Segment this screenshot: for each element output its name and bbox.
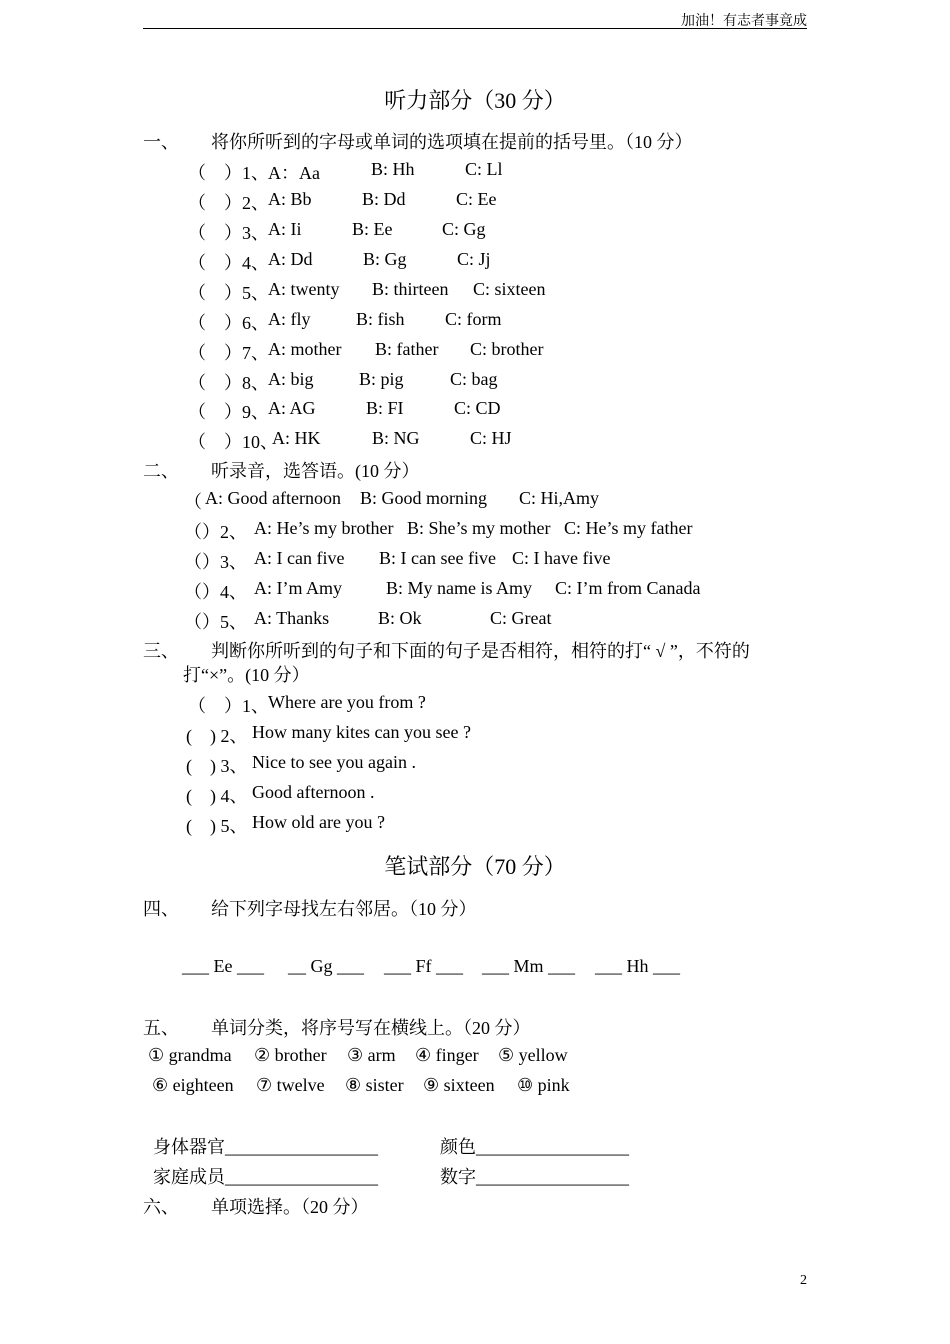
option-c: C: brother (470, 339, 544, 359)
option-a: A: twenty (268, 279, 340, 299)
section3-instruction-line1: 判断你所听到的句子和下面的句子是否相符，相符的打“ √ ”，不符的 (211, 641, 750, 661)
option-c: C: HJ (470, 428, 512, 448)
option-b: B: My name is Amy (386, 578, 533, 598)
option-b: B: NG (372, 428, 420, 448)
option-b: B: She’s my mother (407, 518, 551, 538)
section3-instruction-line2: 打“×”。(10 分） (183, 665, 310, 685)
option-a: A: mother (268, 339, 342, 359)
item-number: （ ）1、 (188, 696, 269, 716)
option-a: A: Dd (268, 249, 313, 269)
item-number: （ ）10、 (188, 432, 278, 452)
item-number: （ ）1、 (188, 163, 269, 183)
section2-number: 二、 (143, 461, 179, 481)
letter-blank: __ Gg ___ (288, 956, 364, 976)
section5-number: 五、 (143, 1018, 179, 1038)
option-a: A: AG (268, 398, 316, 418)
section6-number: 六、 (143, 1197, 179, 1217)
word-item: ⑧ sister (345, 1075, 404, 1095)
option-c: C: He’s my father (564, 518, 693, 538)
writing-section-title: 笔试部分（70 分） (384, 854, 566, 879)
page-number: 2 (800, 1273, 807, 1288)
word-item: ① grandma (148, 1045, 232, 1065)
option-c: C: I have five (512, 548, 611, 568)
item-number: （ ）6、 (188, 313, 269, 333)
option-c: C: form (445, 309, 502, 329)
item-number: （ ）3、 (188, 223, 269, 243)
letter-blank: ___ Hh ___ (595, 956, 680, 976)
option-a: A: Thanks (254, 608, 330, 628)
category-body-parts: 身体器官_________________ (153, 1137, 378, 1157)
option-a: A: Ii (268, 219, 302, 239)
option-b: B: I can see five (379, 548, 496, 568)
item-number: （ (184, 492, 202, 512)
word-item: ④ finger (415, 1045, 479, 1065)
word-item: ⑦ twelve (256, 1075, 325, 1095)
letter-blank: ___ Ff ___ (384, 956, 464, 976)
word-item: ⑨ sixteen (423, 1075, 495, 1095)
option-b: B: fish (356, 309, 405, 329)
option-c: C: Hi,Amy (519, 488, 600, 508)
word-item: ⑤ yellow (498, 1045, 568, 1065)
listening-section-title: 听力部分（30 分） (384, 88, 566, 113)
section6-instruction: 单项选择。（20 分） (211, 1197, 369, 1217)
item-number: （）3、 (184, 552, 247, 572)
option-b: B: Hh (371, 159, 415, 179)
item-number: （ ）7、 (188, 343, 269, 363)
item-sentence: Good afternoon . (252, 782, 375, 802)
header-rule (143, 28, 807, 29)
option-c: C: Gg (442, 219, 486, 239)
word-item: ⑥ eighteen (152, 1075, 234, 1095)
option-b: B: thirteen (372, 279, 449, 299)
item-sentence: How many kites can you see ? (252, 722, 471, 742)
category-colors: 颜色_________________ (440, 1137, 629, 1157)
option-a: A: HK (272, 428, 321, 448)
option-a: A: He’s my brother (254, 518, 394, 538)
section5-instruction: 单词分类，将序号写在横线上。（20 分） (211, 1018, 531, 1038)
section2-instruction: 听录音，选答语。(10 分） (211, 461, 420, 481)
option-a: A: Good afternoon (205, 488, 341, 508)
option-b: B: father (375, 339, 439, 359)
option-a: A: big (268, 369, 314, 389)
option-b: B: Ee (352, 219, 393, 239)
word-item: ③ arm (347, 1045, 396, 1065)
letter-blank: ___ Mm ___ (482, 956, 576, 976)
option-a: A: I’m Amy (254, 578, 342, 598)
option-b: B: pig (359, 369, 404, 389)
item-sentence: Where are you from ? (268, 692, 426, 712)
option-a: A: fly (268, 309, 311, 329)
section1-instruction: 将你所听到的字母或单词的选项填在提前的括号里。（10 分） (211, 132, 693, 152)
item-sentence: Nice to see you again . (252, 752, 416, 772)
option-c: C: Ll (465, 159, 503, 179)
option-c: C: Ee (456, 189, 497, 209)
item-number: （）2、 (184, 522, 247, 542)
item-number: （ ）2、 (188, 193, 269, 213)
item-sentence: How old are you ? (252, 812, 385, 832)
item-number: （）4、 (184, 582, 247, 602)
section3-number: 三、 (143, 641, 179, 661)
option-c: C: I’m from Canada (555, 578, 701, 598)
section4-instruction: 给下列字母找左右邻居。（10 分） (211, 899, 477, 919)
item-number: ( ) 4、 (186, 786, 248, 806)
category-family: 家庭成员_________________ (153, 1167, 378, 1187)
option-a: A: Bb (268, 189, 312, 209)
item-number: ( ) 5、 (186, 816, 248, 836)
option-a: A：Aa (268, 163, 320, 183)
option-c: C: sixteen (473, 279, 546, 299)
letter-blank: ___ Ee ___ (182, 956, 264, 976)
header-motto: 加油！有志者事竟成 (681, 14, 807, 29)
option-b: B: FI (366, 398, 404, 418)
category-numbers: 数字_________________ (440, 1167, 629, 1187)
option-a: A: I can five (254, 548, 345, 568)
option-b: B: Dd (362, 189, 406, 209)
item-number: （ ）9、 (188, 402, 269, 422)
item-number: （ ）5、 (188, 283, 269, 303)
option-b: B: Good morning (360, 488, 488, 508)
word-item: ⑩ pink (517, 1075, 570, 1095)
item-number: （ ）4、 (188, 253, 269, 273)
item-number: （）5、 (184, 612, 247, 632)
item-number: ( ) 2、 (186, 726, 248, 746)
option-c: C: bag (450, 369, 498, 389)
option-b: B: Gg (363, 249, 407, 269)
option-c: C: Jj (457, 249, 491, 269)
option-c: C: CD (454, 398, 501, 418)
word-item: ② brother (254, 1045, 327, 1065)
item-number: （ ）8、 (188, 373, 269, 393)
item-number: ( ) 3、 (186, 756, 248, 776)
section4-number: 四、 (143, 899, 179, 919)
section1-number: 一、 (143, 132, 179, 152)
option-c: C: Great (490, 608, 552, 628)
option-b: B: Ok (378, 608, 422, 628)
